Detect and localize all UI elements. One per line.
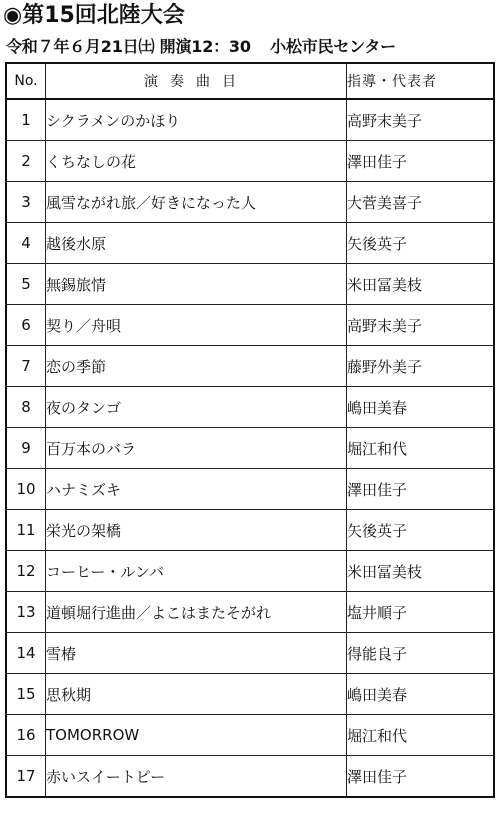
table-row <box>6 715 494 756</box>
row-number: 15 <box>6 674 46 715</box>
song-title: 夜のタンゴ <box>46 387 347 428</box>
leader-name: 澤田佳子 <box>347 469 495 510</box>
leader-name: 塩井順子 <box>347 592 495 633</box>
table-row <box>6 223 494 264</box>
leader-name: 米田冨美枝 <box>347 264 495 305</box>
leader-name: 藤野外美子 <box>347 346 495 387</box>
event-date: 令和７年６月21日㈯ <box>6 37 155 56</box>
song-title: 百万本のバラ <box>46 428 347 469</box>
row-number: 13 <box>6 592 46 633</box>
row-number: 4 <box>6 223 46 264</box>
event-title: ◉第15回北陸大会 <box>3 3 185 28</box>
song-title: ハナミズキ <box>46 469 347 510</box>
leader-name: 矢後英子 <box>347 223 495 264</box>
song-title: 風雪ながれ旅／好きになった人 <box>46 182 347 223</box>
row-number: 5 <box>6 264 46 305</box>
table-row <box>6 346 494 387</box>
table-row <box>6 264 494 305</box>
row-number: 8 <box>6 387 46 428</box>
song-title: 契り／舟唄 <box>46 305 347 346</box>
table-row <box>6 756 494 798</box>
song-title: くちなしの花 <box>46 141 347 182</box>
table-row <box>6 387 494 428</box>
leader-name: 矢後英子 <box>347 510 495 551</box>
song-title: シクラメンのかほり <box>46 99 347 141</box>
song-title: 道頓堀行進曲／よこはまたそがれ <box>46 592 347 633</box>
song-title: 恋の季節 <box>46 346 347 387</box>
table-row <box>6 674 494 715</box>
leader-name: 嶋田美春 <box>347 674 495 715</box>
song-title: TOMORROW <box>46 715 347 756</box>
event-details <box>6 36 396 58</box>
song-title: 栄光の架橋 <box>46 510 347 551</box>
table-row <box>6 99 494 141</box>
row-number: 6 <box>6 305 46 346</box>
column-header-no: No. <box>6 63 46 99</box>
song-title: 雪椿 <box>46 633 347 674</box>
song-title: 越後水原 <box>46 223 347 264</box>
column-header-song: 演奏曲目 <box>46 63 347 99</box>
event-time: 開演12：30 <box>159 37 251 56</box>
leader-name: 堀江和代 <box>347 715 495 756</box>
row-number: 12 <box>6 551 46 592</box>
row-number: 2 <box>6 141 46 182</box>
leader-name: 高野末美子 <box>347 305 495 346</box>
song-title: 赤いスイートピー <box>46 756 347 798</box>
table-row <box>6 305 494 346</box>
table-row <box>6 510 494 551</box>
row-number: 16 <box>6 715 46 756</box>
table-row <box>6 428 494 469</box>
row-number: 17 <box>6 756 46 798</box>
leader-name: 得能良子 <box>347 633 495 674</box>
leader-name: 嶋田美春 <box>347 387 495 428</box>
event-venue: 小松市民センター <box>270 37 396 56</box>
table-row <box>6 633 494 674</box>
row-number: 9 <box>6 428 46 469</box>
table-header-row <box>6 63 494 99</box>
leader-name: 澤田佳子 <box>347 767 408 786</box>
table-row <box>6 551 494 592</box>
row-number: 10 <box>6 469 46 510</box>
table-row <box>6 141 494 182</box>
column-header-leader: 指導・代表者 <box>347 63 495 99</box>
table-row <box>6 469 494 510</box>
song-title: 無錫旅情 <box>46 264 347 305</box>
leader-name: 堀江和代 <box>347 428 495 469</box>
program-table-body <box>6 99 494 797</box>
leader-name: 大菅美喜子 <box>347 182 495 223</box>
leader-name: 澤田佳子 <box>347 141 495 182</box>
song-title: コーヒー・ルンバ <box>46 551 347 592</box>
row-number: 14 <box>6 633 46 674</box>
table-row <box>6 592 494 633</box>
row-number: 7 <box>6 346 46 387</box>
row-number: 11 <box>6 510 46 551</box>
row-number: 1 <box>6 99 46 141</box>
song-title: 思秋期 <box>46 674 347 715</box>
leader-name: 高野末美子 <box>347 99 495 141</box>
program-table <box>5 62 495 798</box>
table-row <box>6 182 494 223</box>
row-number: 3 <box>6 182 46 223</box>
leader-name: 米田冨美枝 <box>347 551 495 592</box>
